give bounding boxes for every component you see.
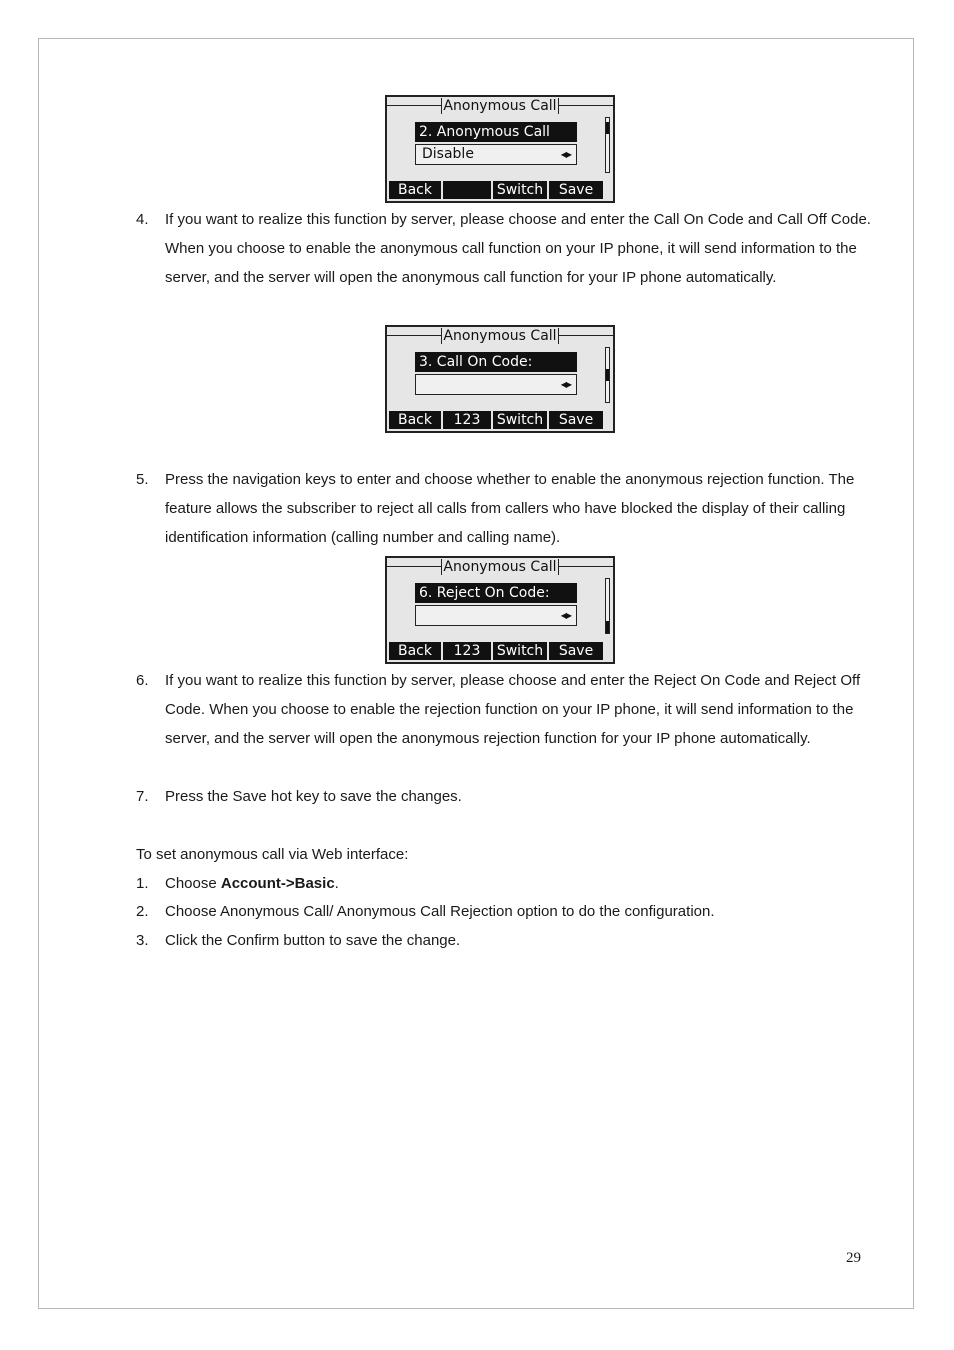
softkey-back[interactable]: Back [389, 181, 441, 199]
softkey-bar [389, 181, 603, 199]
step-number: 3. [136, 932, 149, 949]
web-step-3 [136, 927, 876, 956]
step-number: 2. [136, 903, 149, 920]
softkey-switch[interactable]: Switch [493, 411, 547, 429]
softkey-123[interactable]: 123 [443, 642, 491, 660]
menu-path: Account->Basic [220, 875, 335, 892]
step-number: 6. [136, 672, 149, 689]
scrollbar-thumb [606, 621, 609, 633]
step-7 [136, 783, 876, 812]
value-field[interactable] [415, 605, 577, 626]
value-field[interactable] [415, 374, 577, 395]
step-text: If you want to realize this function by server, please choose and enter the Reject On Code and Reject Off Code. When you choose to enable the rejection function on your IP phone, it will send information to the server, and the server will open the anonymous rejection function for your IP phone automatically. [165, 672, 861, 747]
step-number: 1. [136, 875, 149, 892]
value-field[interactable] [415, 144, 577, 165]
left-right-arrows-icon: ◀▶ [560, 611, 571, 620]
step-text: Press the navigation keys to enter and choose whether to enable the anonymous rejection function. The feature allows the subscriber to reject all calls from callers who have blocked the display of their calling identification information (calling number and calling name). [165, 471, 855, 546]
selected-menu-item[interactable]: 6. Reject On Code: [415, 583, 577, 603]
phone-screen-call-on-code [385, 325, 615, 433]
softkey-save[interactable]: Save [549, 181, 603, 199]
softkey-bar [389, 411, 603, 429]
web-intro: To set anonymous call via Web interface: [136, 846, 409, 863]
step-6 [136, 667, 876, 753]
scrollbar-thumb [606, 122, 609, 134]
phone-screen-reject-on-code [385, 556, 615, 664]
softkey-123[interactable]: 123 [443, 411, 491, 429]
scrollbar [605, 347, 610, 403]
step-4 [136, 206, 876, 292]
softkey-switch[interactable]: Switch [493, 642, 547, 660]
screen-title: Anonymous Call [443, 559, 557, 575]
step-text: Choose Account->Basic. [165, 875, 339, 892]
page-number: 29 [846, 1250, 861, 1266]
web-step-1 [136, 870, 876, 899]
left-right-arrows-icon: ◀▶ [560, 150, 571, 159]
scrollbar [605, 117, 610, 173]
step-text: If you want to realize this function by server, please choose and enter the Call On Code and Call Off Code. When you choose to enable the anonymous call function on your IP phone, it will send information to the server, and the server will open the anonymous call function for your IP phone automatically. [165, 211, 871, 286]
scrollbar [605, 578, 610, 634]
screen-title: Anonymous Call [443, 98, 557, 114]
phone-screen-anonymous-call [385, 95, 615, 203]
screen-title: Anonymous Call [443, 328, 557, 344]
step-number: 5. [136, 471, 149, 488]
softkey-bar [389, 642, 603, 660]
softkey-empty[interactable] [443, 181, 491, 199]
softkey-switch[interactable]: Switch [493, 181, 547, 199]
step-number: 4. [136, 211, 149, 228]
softkey-back[interactable]: Back [389, 642, 441, 660]
selected-menu-item[interactable]: 3. Call On Code: [415, 352, 577, 372]
step-number: 7. [136, 788, 149, 805]
step-text: Choose Anonymous Call/ Anonymous Call Rejection option to do the configuration. [165, 903, 715, 920]
scrollbar-thumb [606, 369, 609, 381]
softkey-save[interactable]: Save [549, 642, 603, 660]
step-text: Press the Save hot key to save the changes. [165, 788, 462, 805]
value-text: Disable [422, 146, 474, 162]
softkey-save[interactable]: Save [549, 411, 603, 429]
web-step-2 [136, 898, 876, 927]
selected-menu-item[interactable]: 2. Anonymous Call [415, 122, 577, 142]
left-right-arrows-icon: ◀▶ [560, 380, 571, 389]
step-5 [136, 466, 876, 552]
softkey-back[interactable]: Back [389, 411, 441, 429]
step-text: Click the Confirm button to save the change. [165, 932, 461, 949]
